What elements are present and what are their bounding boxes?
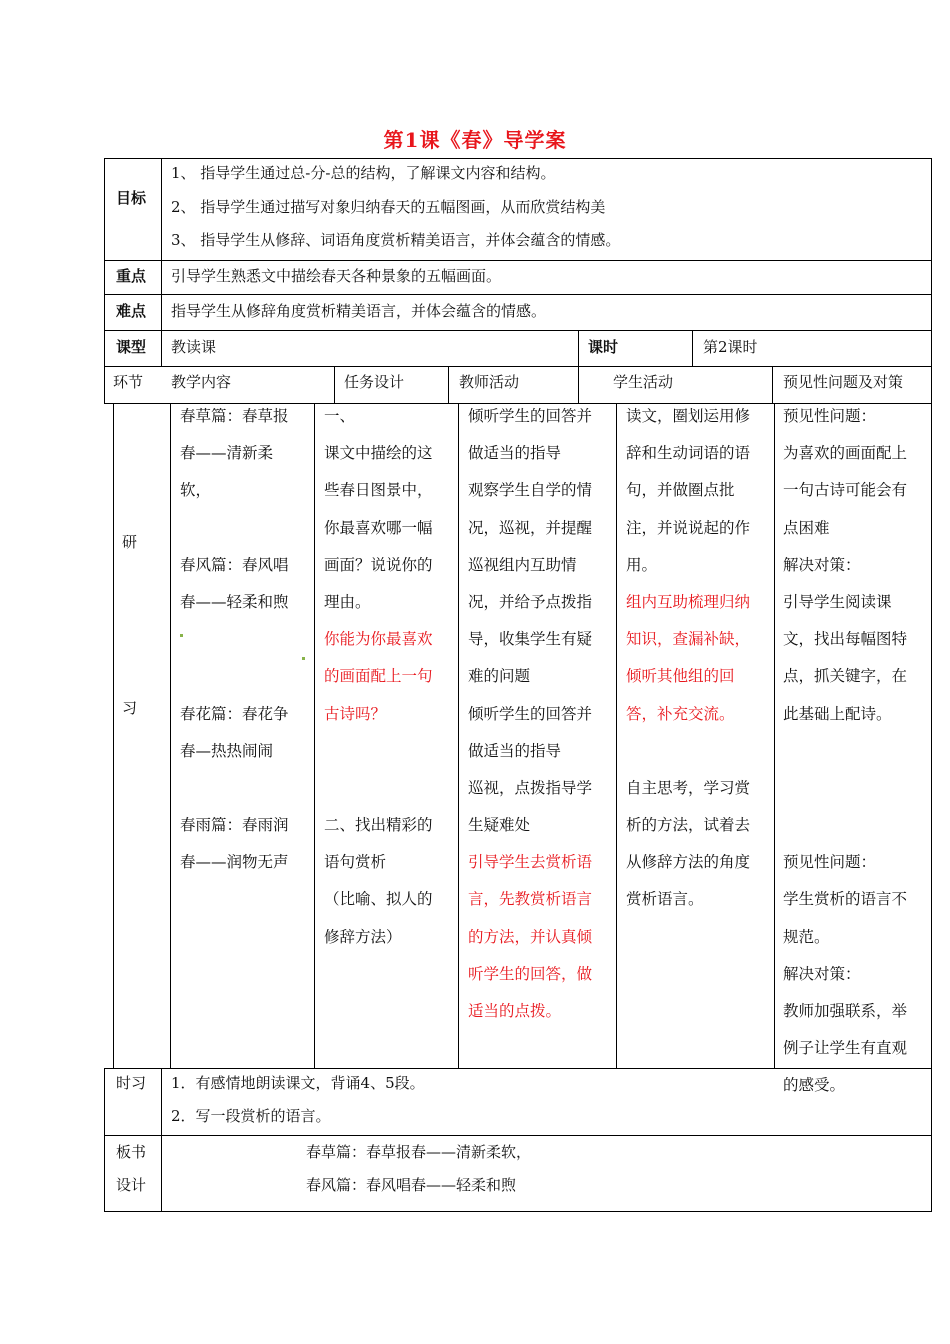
task-line: 修辞方法） (324, 927, 402, 946)
task-line: 语句赏析 (324, 853, 387, 872)
header-predict: 预见性问题及对策 (783, 373, 904, 391)
student-line: 组内互助梳理归纳 (626, 592, 751, 611)
teacher-line: 难的问题 (468, 667, 531, 686)
predict-line: 例子让学生有直观 (783, 1039, 908, 1058)
content-line: 春—热热闹闹 (180, 741, 274, 760)
student-line: 用。 (626, 555, 658, 574)
task-line: 二、找出精彩的 (324, 816, 433, 835)
content-line: 春——轻柔和煦 (180, 592, 289, 611)
student-line (626, 733, 750, 770)
teacher-line: 倾听学生的回答并 (468, 704, 593, 723)
content-line: 春——清新柔 (180, 444, 274, 463)
teacher-line: 做适当的指导 (468, 444, 562, 463)
predict-line: 点困难 (783, 518, 830, 537)
content-line (180, 510, 289, 547)
predict-column (783, 398, 907, 1105)
predict-line: 预见性问题： (783, 407, 877, 425)
scan-mark (302, 657, 305, 660)
teacher-line: 巡视，点拨指导学 (468, 778, 593, 797)
content-line (180, 621, 289, 658)
predict-line: 文，找出每幅图特 (783, 630, 908, 649)
predict-line: 教师加强联系，举 (783, 1002, 908, 1020)
homework-item-1: 1．有感情地朗读课文，背诵4、5段。 (171, 1074, 425, 1092)
teacher-line: 况，并给予点拨指 (468, 592, 593, 611)
teacher-column (468, 398, 592, 1030)
teacher-line: 导，收集学生有疑 (468, 630, 593, 649)
student-line: 析的方法，试着去 (626, 816, 751, 835)
teacher-line: 做适当的指导 (468, 741, 562, 760)
period-label: 课时 (588, 338, 619, 356)
content-line (180, 658, 289, 695)
predict-line: 一句古诗可能会有 (783, 481, 908, 500)
task-line: 古诗吗？ (324, 704, 387, 723)
content-line: 春草篇：春草报 (180, 407, 289, 425)
task-line: 理由。 (324, 592, 371, 611)
student-line: 句，并做圈点批 (626, 481, 735, 500)
teacher-line: 况，巡视，并提醒 (468, 518, 593, 537)
key-point-text: 引导学生熟悉文中描绘春天各种景象的五幅画面。 (171, 267, 502, 285)
content-line (180, 770, 289, 807)
scan-mark (180, 634, 183, 637)
task-line (324, 733, 433, 770)
header-task: 任务设计 (344, 373, 405, 391)
student-line: 辞和生动词语的语 (626, 444, 751, 463)
goal-item-3: 3、 指导学生从修辞、词语角度赏析精美语言，并体会蕴含的情感。 (171, 231, 621, 249)
student-line: 知识，查漏补缺， (626, 630, 751, 649)
board-label-1: 板书 (116, 1143, 147, 1161)
task-line: 一、 (324, 407, 356, 425)
predict-line: 解决对策： (783, 964, 861, 983)
board-line-1: 春草篇：春草报春——清新柔软， (306, 1143, 532, 1161)
task-line: 的画面配上一句 (324, 667, 433, 686)
teacher-line: 听学生的回答，做 (468, 964, 593, 983)
course-type-value: 教读课 (171, 338, 217, 356)
task-line: 些春日图景中， (324, 481, 433, 500)
board-line-2: 春风篇：春风唱春——轻柔和煦 (306, 1176, 517, 1194)
student-line: 答，补充交流。 (626, 704, 735, 723)
teacher-line: 巡视组内互助情 (468, 555, 577, 574)
stage-char-1: 研 (122, 533, 138, 551)
teacher-line: 倾听学生的回答并 (468, 407, 593, 425)
predict-line: 为喜欢的画面配上 (783, 444, 908, 463)
goals-label: 目标 (116, 189, 147, 207)
difficulty-text: 指导学生从修辞角度赏析精美语言，并体会蕴含的情感。 (171, 302, 547, 320)
predict-line: 的感受。 (783, 1076, 846, 1095)
teacher-line: 的方法，并认真倾 (468, 927, 593, 946)
content-line: 春——润物无声 (180, 853, 289, 872)
task-line: 课文中描绘的这 (324, 444, 433, 463)
task-line: 你最喜欢哪一幅 (324, 518, 433, 537)
content-line: 春花篇：春花争 (180, 704, 289, 723)
student-line: 倾听其他组的回 (626, 667, 735, 686)
board-label-2: 设计 (116, 1176, 147, 1194)
content-line: 春风篇：春风唱 (180, 555, 289, 574)
homework-label: 时习 (116, 1074, 147, 1092)
teacher-line: 言，先教赏析语言 (468, 890, 593, 909)
task-column (324, 398, 433, 956)
course-type-label: 课型 (116, 338, 147, 356)
predict-line (783, 807, 907, 844)
teacher-line: 观察学生自学的情 (468, 481, 593, 500)
goal-item-1: 1、 指导学生通过总-分-总的结构，了解课文内容和结构。 (171, 164, 556, 182)
content-line: 软， (180, 481, 212, 500)
teacher-line: 引导学生去赏析语 (468, 853, 593, 872)
header-student: 学生活动 (613, 373, 674, 391)
teacher-line: 适当的点拨。 (468, 1002, 562, 1020)
predict-line: 解决对策： (783, 555, 861, 574)
student-line: 注，并说说起的作 (626, 518, 751, 537)
header-content: 教学内容 (171, 373, 232, 391)
student-line: 读文，圈划运用修 (626, 407, 751, 425)
difficulty-label: 难点 (116, 302, 147, 320)
student-column (626, 398, 750, 919)
task-line: 你能为你最喜欢 (324, 630, 433, 649)
header-stage: 环节 (113, 373, 144, 391)
predict-line: 预见性问题： (783, 853, 877, 872)
student-line: 赏析语言。 (626, 890, 704, 909)
predict-line: 此基础上配诗。 (783, 704, 892, 723)
key-point-label: 重点 (116, 267, 147, 285)
task-line: 画面？说说你的 (324, 555, 433, 574)
predict-line (783, 733, 907, 770)
task-line: （比喻、拟人的 (324, 890, 433, 909)
homework-item-2: 2．写一段赏析的语言。 (171, 1107, 331, 1125)
predict-line: 规范。 (783, 927, 830, 946)
content-line: 春雨篇：春雨润 (180, 816, 289, 835)
predict-line: 学生赏析的语言不 (783, 890, 908, 909)
task-line (324, 770, 433, 807)
student-line: 自主思考，学习赏 (626, 778, 751, 797)
predict-line: 点，抓关键字，在 (783, 667, 908, 686)
period-value: 第2课时 (703, 338, 758, 356)
predict-line (783, 770, 907, 807)
teacher-line: 生疑难处 (468, 816, 531, 835)
goal-item-2: 2、 指导学生通过描写对象归纳春天的五幅图画，从而欣赏结构美 (171, 198, 606, 216)
page-title: 第1课《春》导学案 (383, 128, 567, 152)
predict-line: 引导学生阅读课 (783, 592, 892, 611)
header-teacher: 教师活动 (459, 373, 520, 391)
student-line: 从修辞方法的角度 (626, 853, 751, 872)
content-column (180, 398, 289, 881)
stage-char-2: 习 (122, 699, 138, 717)
